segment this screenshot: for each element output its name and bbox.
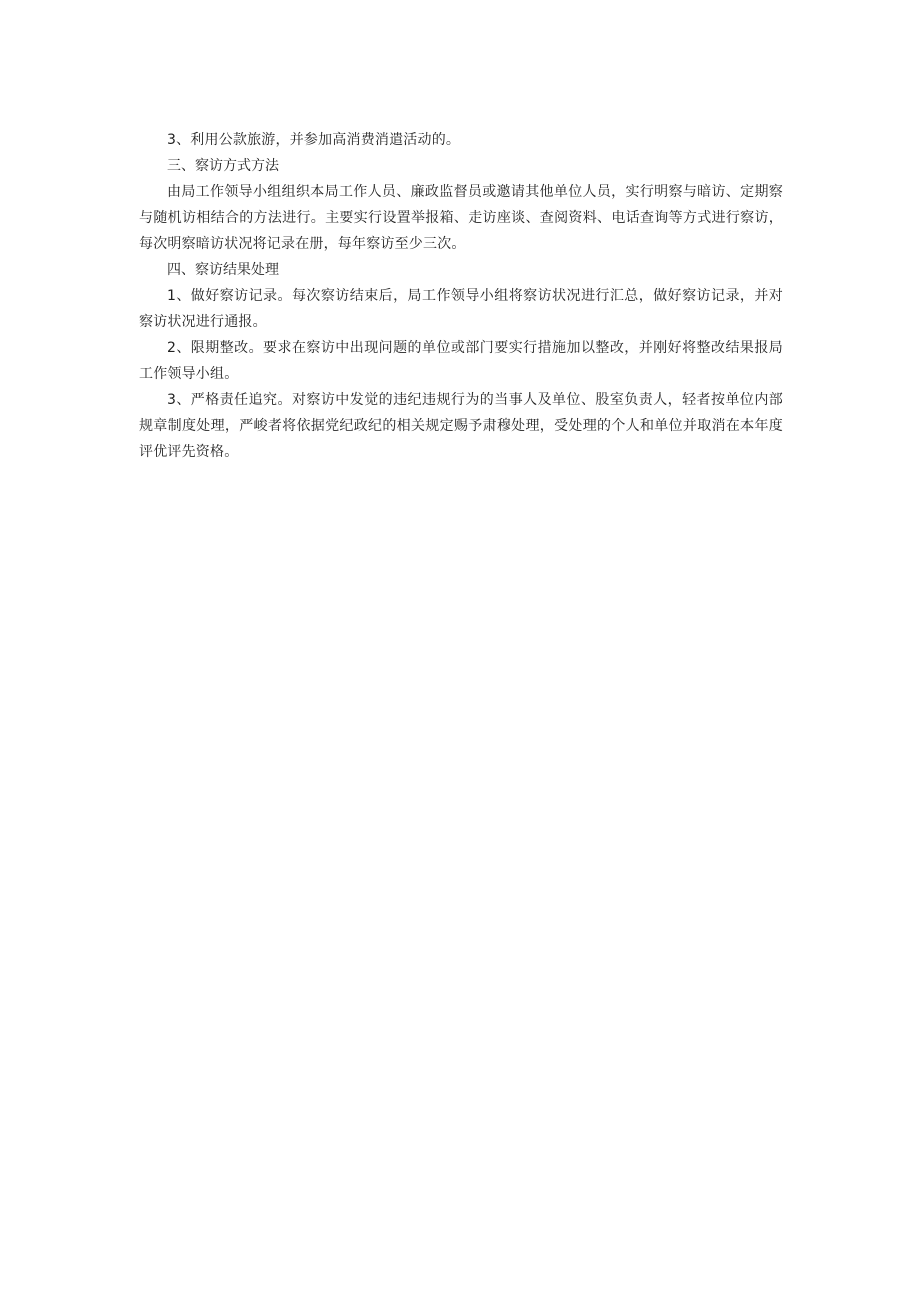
paragraph-inspection-methods: 由局工作领导小组组织本局工作人员、廉政监督员或邀请其他单位人员，实行明察与暗访、定期察与随机访相结合的方法进行。主要实行设置举报箱、走访座谈、查阅资料、电话查询等方式进行察访，每次明察暗访状况将记录在册，每年察访至少三次。 <box>139 184 783 252</box>
list-item-2-rectification: 2、限期整改。要求在察访中出现问题的单位或部门要实行措施加以整改，并刚好将整改结果报局工作领导小组。 <box>139 340 783 382</box>
section-heading-inspection-methods: 三、察访方式方法 <box>167 158 279 174</box>
section-heading-inspection-results: 四、察访结果处理 <box>167 262 279 278</box>
document-body <box>139 127 783 465</box>
list-item-3-accountability: 3、严格责任追究。对察访中发觉的违纪违规行为的当事人及单位、股室负责人，轻者按单位内部规章制度处理，严峻者将依据党纪政纪的相关规定赐予肃穆处理，受处理的个人和单位并取消在本年度评优评先资格。 <box>139 392 783 460</box>
list-item-1-records: 1、做好察访记录。每次察访结束后，局工作领导小组将察访状况进行汇总，做好察访记录，并对察访状况进行通报。 <box>139 288 783 330</box>
list-item-3-public-funds-travel: 3、利用公款旅游，并参加高消费消遣活动的。 <box>167 132 461 148</box>
